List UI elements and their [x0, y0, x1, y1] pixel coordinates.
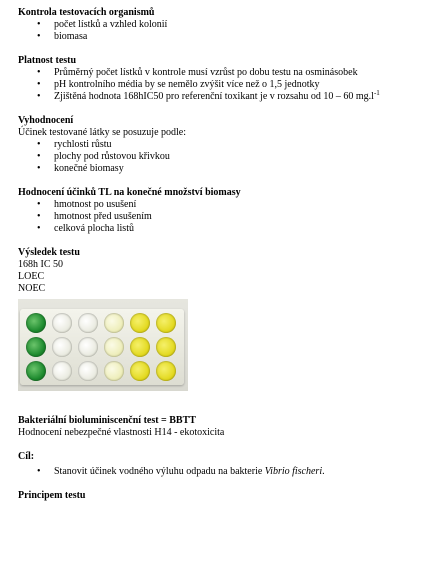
section-title-bbtt: Bakteriální bioluminiscenční test = BBTT [18, 415, 196, 426]
cil-list [18, 466, 428, 478]
list-item: • plochy pod růstovou křivkou [34, 151, 428, 163]
section-title-cil: Cíl: [18, 451, 35, 462]
result-line: 168h IC 50 [18, 259, 63, 270]
list-item [34, 466, 428, 478]
section-intro: Účinek testované látky se posuzuje podle: [18, 127, 187, 138]
section-title-principem: Principem testu [18, 490, 86, 501]
well-yellow [130, 313, 150, 333]
well-yellow [130, 361, 150, 381]
well-plate [20, 309, 184, 385]
list-item: • pH kontrolního média by se nemělo zvýšit více než o 1,5 jednotky [34, 79, 428, 91]
section-title-vyhodnoceni: Vyhodnocení [18, 115, 74, 126]
document-page [18, 7, 428, 502]
well-light_yellow [104, 361, 124, 381]
list-item: • rychlosti růstu [34, 139, 428, 151]
species-name: Vibrio fischeri [264, 466, 323, 477]
list-item: • biomasa [34, 31, 428, 43]
section-title-kontrola: Kontrola testovacích organismů [18, 7, 155, 18]
list-item-text: Stanovit účinek vodného výluhu odpadu na bakterie [54, 466, 265, 477]
list-item: • celková plocha listů [34, 223, 428, 235]
well-plate-photo [18, 299, 188, 391]
well-white [78, 361, 98, 381]
kontrola-list [18, 19, 428, 43]
well-yellow [156, 361, 176, 381]
well-yellow [156, 337, 176, 357]
unit-superscript: -1 [373, 89, 380, 97]
list-item-with-unit [34, 91, 428, 103]
well-white [52, 337, 72, 357]
well-white [52, 361, 72, 381]
list-item-text: Zjištěná hodnota 168hIC50 pro referenční toxikant je v rozsahu od 10 – 60 mg.l [54, 91, 374, 102]
list-item: • Průměrný počet lístků v kontrole musí vzrůst po dobu testu na osminásobek [34, 67, 428, 79]
result-line: NOEC [18, 283, 46, 294]
section-title-platnost: Platnost testu [18, 55, 77, 66]
well-green [26, 337, 46, 357]
section-subtitle: Hodnocení nebezpečné vlastnosti H14 - ekotoxicita [18, 427, 225, 438]
well-green [26, 361, 46, 381]
well-yellow [130, 337, 150, 357]
hodnoceni-list [18, 199, 428, 235]
section-title-vysledek: Výsledek testu [18, 247, 80, 258]
vyhodnoceni-list [18, 139, 428, 175]
section-title-hodnoceni: Hodnocení účinků TL na konečné množství biomasy [18, 187, 241, 198]
list-item-suffix: . [322, 466, 325, 477]
well-white [78, 313, 98, 333]
result-line: LOEC [18, 271, 45, 282]
well-green [26, 313, 46, 333]
list-item: • hmotnost před usušením [34, 211, 428, 223]
list-item: • konečné biomasy [34, 163, 428, 175]
well-light_yellow [104, 313, 124, 333]
platnost-list [18, 67, 428, 103]
well-light_yellow [104, 337, 124, 357]
well-white [52, 313, 72, 333]
list-item: • hmotnost po usušení [34, 199, 428, 211]
list-item: • počet lístků a vzhled kolonií [34, 19, 428, 31]
well-white [78, 337, 98, 357]
well-yellow [156, 313, 176, 333]
